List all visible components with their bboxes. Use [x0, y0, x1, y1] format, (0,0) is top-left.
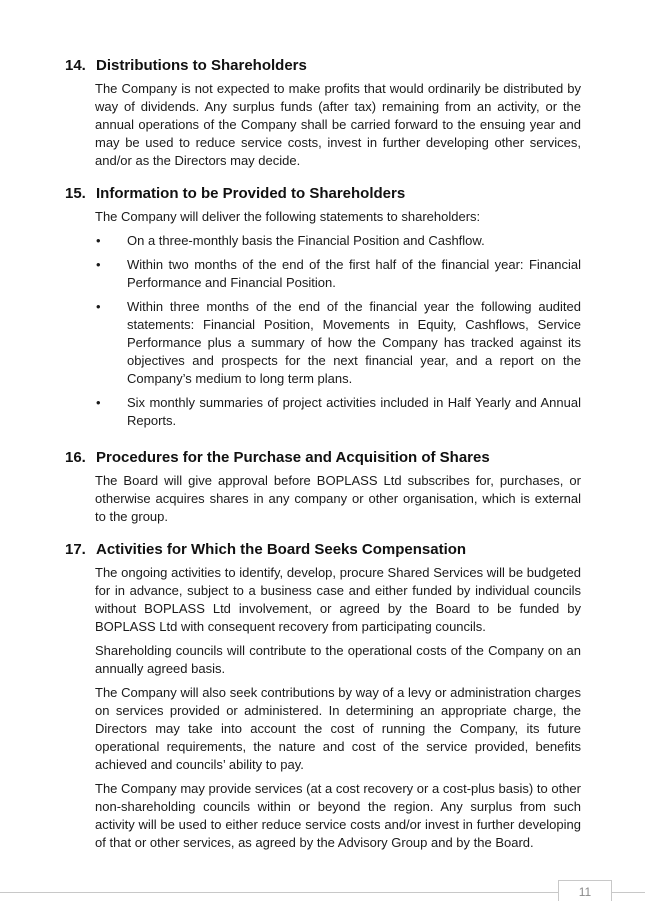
footer-divider	[0, 892, 645, 893]
paragraph: The ongoing activities to identify, develop, procure Shared Services will be budgeted for in advance, subject to a business case and either funded by individual councils without BOPLASS Ltd involvement, or agreed by the Board to be funded by BOPLASS Ltd with consequent recovery from participating councils.	[95, 565, 581, 634]
paragraph: The Company will also seek contributions by way of a levy or administration charges on services provided or administered. In determining an appropriate charge, the Directors may take into account the cost of running the Company, its future operational requirements, the nature and cost of the service provided, benefits achieved and councils’ ability to pay.	[95, 685, 581, 772]
bullet-icon: •	[96, 233, 101, 248]
section-17	[65, 541, 581, 858]
section-title: Distributions to Shareholders	[96, 57, 307, 74]
bullet-icon: •	[96, 299, 101, 314]
list-item	[95, 232, 581, 250]
list-item-text: On a three-monthly basis the Financial Position and Cashflow.	[127, 233, 485, 248]
bullet-list	[65, 232, 581, 430]
section-16	[65, 449, 581, 532]
list-item	[95, 394, 581, 430]
section-title: Activities for Which the Board Seeks Compensation	[96, 541, 467, 558]
section-15	[65, 185, 581, 436]
list-item-text: Within two months of the end of the first half of the financial year: Financial Performance and Financial Position.	[127, 257, 581, 290]
paragraph: The Company is not expected to make profits that would ordinarily be distributed by way of dividends. Any surplus funds (after tax) remaining from an activity, or the annual operations of the Company shall be carried forward to the ensuing year and may be used to reduce service costs, invest in further developing other services, and/or as the Directors may decide.	[95, 81, 581, 168]
section-heading	[65, 541, 581, 559]
bullet-icon: •	[96, 257, 101, 272]
section-heading	[65, 185, 581, 203]
section-14	[65, 57, 581, 176]
section-title: Procedures for the Purchase and Acquisition of Shares	[96, 449, 490, 466]
paragraph: The Board will give approval before BOPLASS Ltd subscribes for, purchases, or otherwise acquires shares in any company or other organisation, which is external to the group.	[95, 473, 581, 524]
paragraph: The Company may provide services (at a cost recovery or a cost-plus basis) to other non-shareholding councils within or beyond the region. Any surplus from such activity will be used to either reduce service costs and/or invest in further developing of that or other services, as agreed by the Advisory Group and by the Board.	[95, 781, 581, 850]
section-number: 15.	[65, 185, 86, 202]
section-heading	[65, 57, 581, 75]
list-item	[95, 256, 581, 292]
page-number: 11	[558, 880, 612, 901]
paragraph: The Company will deliver the following statements to shareholders:	[95, 209, 481, 224]
paragraph: Shareholding councils will contribute to the operational costs of the Company on an annually agreed basis.	[95, 643, 581, 676]
section-heading	[65, 449, 581, 467]
section-number: 16.	[65, 449, 86, 466]
section-title: Information to be Provided to Shareholders	[96, 185, 406, 202]
list-item-text: Six monthly summaries of project activities included in Half Yearly and Annual Reports.	[127, 395, 581, 428]
section-number: 17.	[65, 541, 86, 558]
list-item	[95, 298, 581, 388]
list-item-text: Within three months of the end of the financial year the following audited statements: Financial Position, Movements in Equity, Cashflows, Service Performance plus a summary of how the Company has tracked against its objectives and prospects for the next financial year, and a report on the Company’s medium to long term plans.	[127, 299, 581, 386]
bullet-icon: •	[96, 395, 101, 410]
section-number: 14.	[65, 57, 86, 74]
